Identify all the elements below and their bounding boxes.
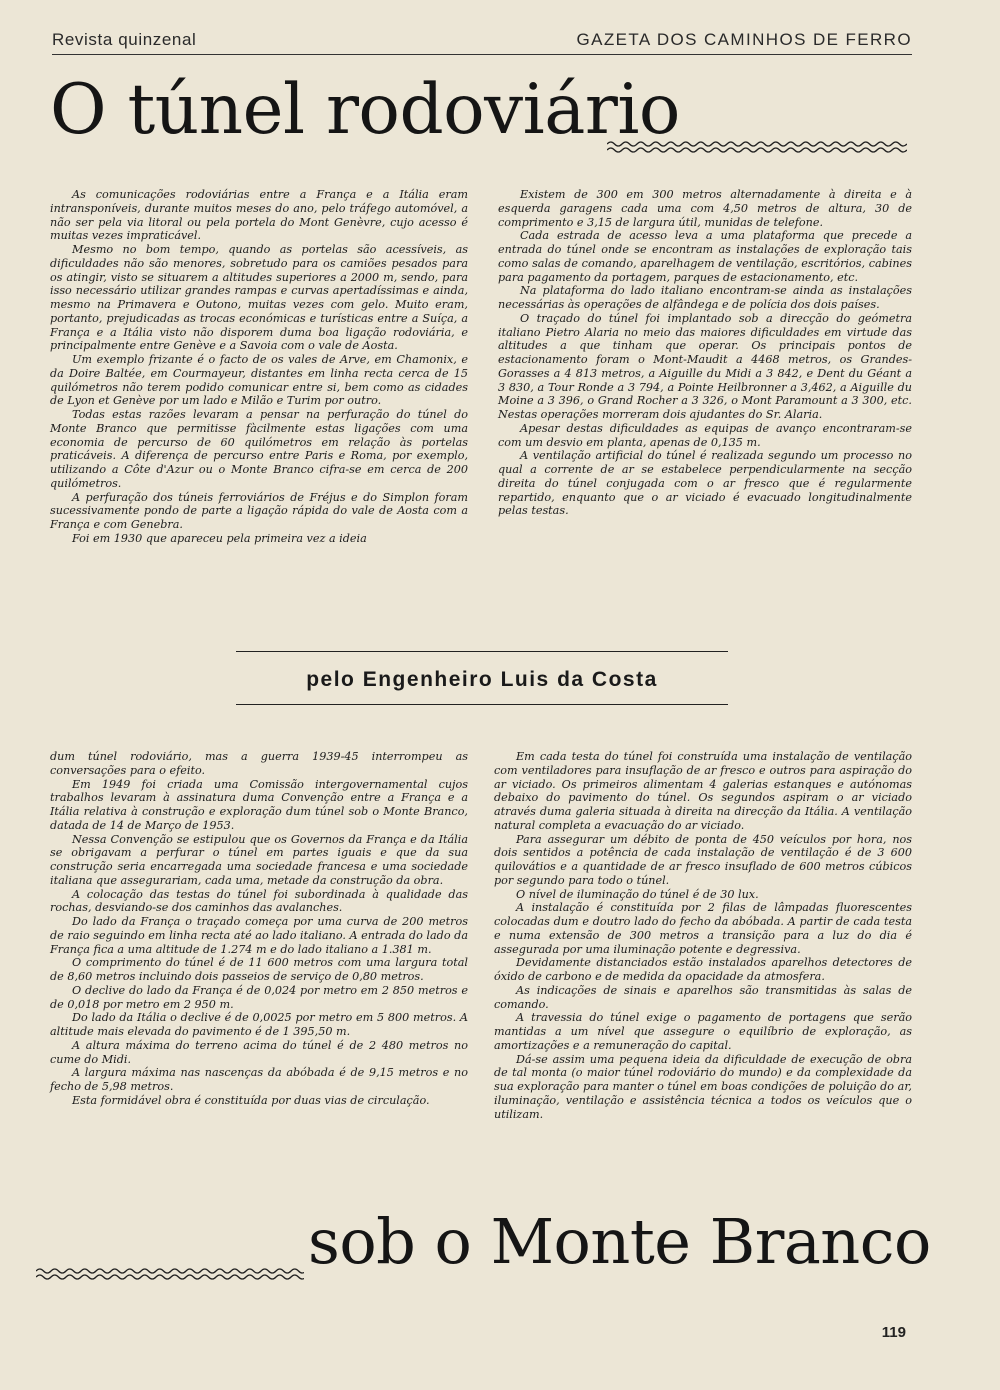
paragraph: A instalação é constituída por 2 filas de lâmpadas fluorescentes colocadas dum e doutro lado do fecho da abóbada. A partir de cada testa e numa extensão de 300 metros a transição para a luz do dia é assegurada por uma iluminação potente e degressiva.: [494, 901, 912, 956]
byline-rule-bottom: [236, 704, 728, 705]
paragraph: Na plataforma do lado italiano encontram-se ainda as instalações necessárias às operações de alfândega e de polícia dos dois países.: [498, 284, 912, 311]
author-byline: pelo Engenheiro Luis da Costa: [306, 668, 658, 691]
paragraph: O declive do lado da França é de 0,024 por metro em 2 850 metros e de 0,018 por metro em 2 950 m.: [50, 983, 468, 1011]
paragraph: As indicações de sinais e aparelhos são transmitidas às salas de comando.: [494, 983, 912, 1011]
article-title-top: O túnel rodoviário: [50, 70, 680, 150]
paragraph: Um exemplo frizante é o facto de os vales de Arve, em Chamonix, e da Doire Baltée, em Courmayeur, distantes em linha recta cerca de 15 quilómetros não terem podido comunicar entre si, bem como as cidades de Lyon et Genève por um lado e Milão e Turim por outro.: [50, 353, 468, 408]
paragraph: Do lado da França o traçado começa por uma curva de 200 metros de raio seguindo em linha recta até ao lado italiano. A entrada do lado da França fica a uma altitude de 1.274 m e do lado italiano a 1.381 m.: [50, 915, 468, 956]
paragraph: Todas estas razões levaram a pensar na perfuração do túnel do Monte Branco que permitisse fàcilmente estas ligações com uma economia de percurso de 60 quilómetros em relação às portelas praticáveis. A diferença de percurso entre Paris e Roma, por exemplo, utilizando a Côte d'Azur ou o Monte Branco cifra-se em cerca de 200 quilómetros.: [50, 408, 468, 490]
paragraph: O nível de iluminação do túnel é de 30 lux.: [516, 887, 759, 901]
article-column-top-right: [498, 188, 912, 518]
wavy-ornament-top: [607, 140, 907, 154]
paragraph: Devidamente distanciados estão instalados aparelhos detectores de óxido de carbono e de medida da opacidade da atmosfera.: [494, 956, 912, 983]
paragraph: Nessa Convenção se estipulou que os Governos da França e da Itália se obrigavam a perfurar o túnel em partes iguais e que da sua construção seria encarregada uma sociedade francesa e uma sociedade italiana que assegurariam, cada uma, metade da construção da obra.: [50, 832, 468, 887]
paragraph: A largura máxima nas nascenças da abóbada é de 9,15 metros e no fecho de 5,98 metros.: [50, 1066, 468, 1093]
article-column-bottom-left: [50, 750, 468, 1108]
paragraph: Mesmo no bom tempo, quando as portelas são acessíveis, as dificuldades não são menores, sobretudo para os camiões pesados para os atingir, visto se situarem a altitudes superiores a 2000 m, sendo, para isso necessário utilizar grandes rampas e curvas apertadíssimas e ainda, mesmo na Primavera e Outono, muitas vezes com gelo. Muito eram, portanto, prejudicadas as trocas económicas e turísticas entre a Suíça, a França e a Itália visto não disporem duma boa ligação rodoviária, e principalmente entre Genève e a Savoia com o vale de Aosta.: [50, 243, 468, 353]
paragraph: Dá-se assim uma pequena ideia da dificuldade de execução de obra de tal monta (o maior túnel rodoviário do mundo) e da complexidade da sua exploração para manter o túnel em boas condições de poluição do ar, iluminação, ventilação e assistência técnica a todos os veículos que o utilizam.: [494, 1052, 912, 1121]
publication-frequency: Revista quinzenal: [52, 30, 197, 49]
paragraph: A ventilação artificial do túnel é realizada segundo um processo no qual a corrente de ar se estabelece perpendicularmente na secção direita do túnel conjugada com o ar fresco que é regularmente repartido, enquanto que o ar viciado é evacuado longitudinalmente pelas testas.: [498, 449, 912, 518]
paragraph: Em 1949 foi criada uma Comissão intergovernamental cujos trabalhos levaram à assinatura duma Convenção entre a França e a Itália relativa à construção e exploração dum túnel sob o Monte Branco, datada de 14 de Março de 1953.: [50, 777, 468, 832]
article-title-bottom: sob o Monte Branco: [308, 1205, 931, 1278]
masthead-rule: [52, 54, 912, 55]
paragraph: Esta formidável obra é constituída por duas vias de circulação.: [72, 1093, 430, 1107]
paragraph: Existem de 300 em 300 metros alternadamente à direita e à esquerda garagens cada uma com 4,50 metros de altura, 30 de comprimento e 3,15 de largura útil, munidas de telefone.: [498, 188, 912, 229]
wavy-ornament-bottom: [36, 1267, 304, 1281]
paragraph: A travessia do túnel exige o pagamento de portagens que serão mantidas a um nível que assegure o equilíbrio de exploração, as amortizações e a remuneração do capital.: [494, 1011, 912, 1052]
article-column-top-left: [50, 188, 468, 546]
paragraph: Em cada testa do túnel foi construída uma instalação de ventilação com ventiladores para insuflação de ar fresco e outros para aspiração do ar viciado. Os primeiros alimentam 4 galerias estanques e autónomas debaixo do pavimento do túnel. Os segundos aspiram o ar viciado através duma galeria situada à direita na direcção da Itália. A ventilação natural completa a evacuação do ar viciado.: [494, 750, 912, 832]
paragraph: A colocação das testas do túnel foi subordinada à qualidade das rochas, desviando-se dos caminhos das avalanches.: [50, 887, 468, 915]
paragraph: O traçado do túnel foi implantado sob a direcção do geómetra italiano Pietro Alaria no meio das maiores dificuldades em virtude das altitudes a que tinham que operar. Os principais pontos de estacionamento foram o Mont-Maudit a 4468 metros, os Grandes-Gorasses a 4 813 metros, a Aiguille du Midi a 3 842, e Dent du Géant a 3 830, a Tour Ronde a 3 794, a Pointe Heilbronner a 3,462, a Aiguille du Moine a 3 396, o Grand Rocher a 3 326, o Mont Paramount a 3 300, etc. Nestas operações morreram dois ajudantes do Sr. Alaria.: [498, 311, 912, 421]
paragraph: A altura máxima do terreno acima do túnel é de 2 480 metros no cume do Midi.: [50, 1038, 468, 1066]
masthead: [52, 30, 912, 52]
page-number: 119: [881, 1324, 906, 1341]
paragraph: A perfuração dos túneis ferroviários de Fréjus e do Simplon foram sucessivamente pondo de parte a ligação rápida do vale de Aosta com a França e com Genebra.: [50, 490, 468, 531]
article-column-bottom-right: [494, 750, 912, 1121]
paragraph: As comunicações rodoviárias entre a França e a Itália eram intransponíveis, durante muitos meses do ano, pelo tráfego automóvel, a não ser pela via litoral ou pela portela do Mont Genèvre, cujo acesso é muitas vezes impraticável.: [50, 188, 468, 243]
paragraph: Cada estrada de acesso leva a uma plataforma que precede a entrada do túnel onde se encontram as instalações de exploração tais como salas de comando, aparelhagem de ventilação, escritórios, cabines para pagamento da portagem, parques de estacionamento, etc.: [498, 229, 912, 284]
paragraph: Apesar destas dificuldades as equipas de avanço encontraram-se com um desvio em planta, apenas de 0,135 m.: [498, 421, 912, 449]
publication-name: GAZETA DOS CAMINHOS DE FERRO: [576, 30, 912, 49]
paragraph: Para assegurar um débito de ponta de 450 veículos por hora, nos dois sentidos a potência de cada instalação de ventilação é de 3 600 quilovátios e a quantidade de ar fresco insuflado de 600 metros cúbicos por segundo para todo o túnel.: [494, 832, 912, 887]
paragraph: Do lado da Itália o declive é de 0,0025 por metro em 5 800 metros. A altitude mais elevada do pavimento é de 1 395,50 m.: [50, 1011, 468, 1038]
paragraph: Foi em 1930 que apareceu pela primeira vez a ideia: [72, 531, 367, 545]
paragraph: O comprimento do túnel é de 11 600 metros com uma largura total de 8,60 metros incluindo dois passeios de serviço de 0,80 metros.: [50, 956, 468, 983]
paragraph: dum túnel rodoviário, mas a guerra 1939-45 interrompeu as conversações para o efeito.: [50, 750, 468, 777]
byline-rule-top: [236, 651, 728, 652]
